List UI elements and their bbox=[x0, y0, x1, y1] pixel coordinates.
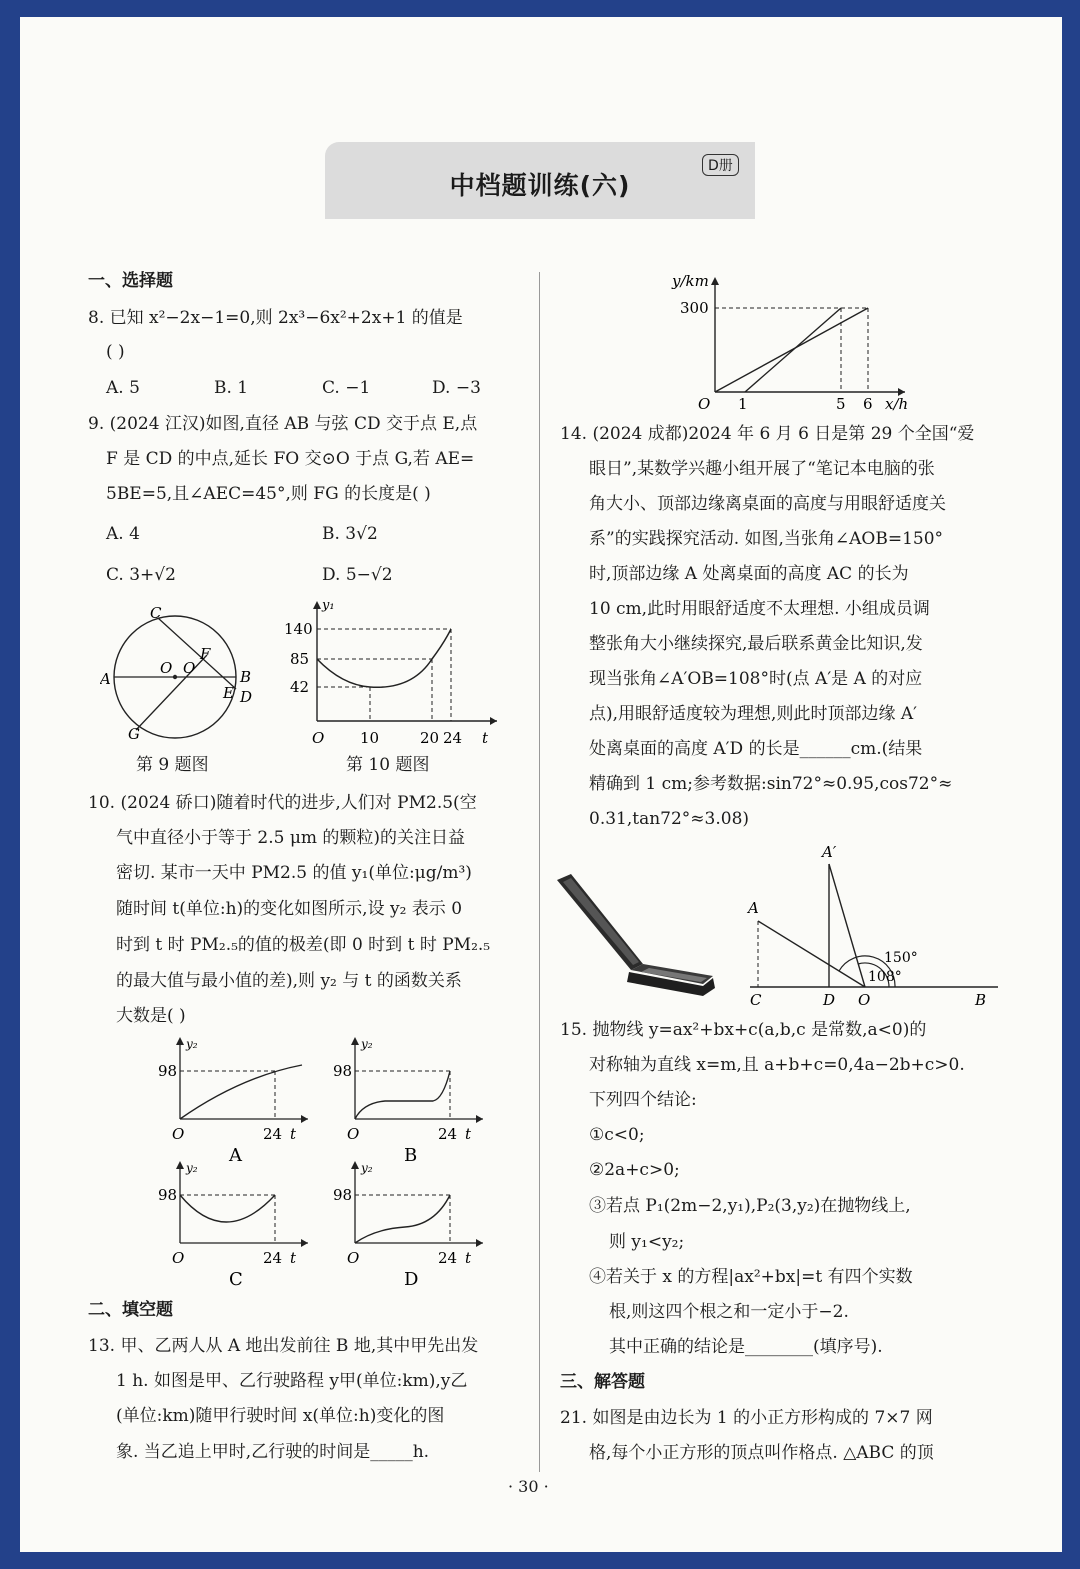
q14-line10: 处离桌面的高度 A′D 的长是______cm.(结果 bbox=[589, 739, 923, 759]
page-number: · 30 · bbox=[508, 1477, 549, 1496]
q13-line2: 1 h. 如图是甲、乙行驶路程 y甲(单位:km),y乙 bbox=[116, 1371, 468, 1391]
q10-graph-b bbox=[325, 1035, 495, 1165]
angle-108: 108° bbox=[868, 969, 902, 985]
label-d: D bbox=[823, 991, 836, 1009]
fig10-graph bbox=[282, 595, 502, 755]
svg-text:t: t bbox=[290, 1249, 297, 1267]
q15-line4: ①c<0; bbox=[589, 1125, 645, 1145]
fig13-y300: 300 bbox=[680, 299, 709, 317]
q14-line12: 0.31,tan72°≈3.08) bbox=[589, 809, 750, 829]
q9-option-c: C. 3+√2 bbox=[106, 565, 176, 585]
label-a: A bbox=[748, 899, 759, 917]
graph-d-label: D bbox=[404, 1269, 419, 1289]
angle-150: 150° bbox=[884, 950, 918, 966]
graph-c-label: C bbox=[229, 1269, 243, 1289]
svg-text:98: 98 bbox=[333, 1186, 353, 1204]
q21-line2: 格,每个小正方形的顶点叫作格点. △ABC 的顶 bbox=[589, 1443, 934, 1463]
svg-text:O: O bbox=[172, 1249, 185, 1267]
svg-text:O: O bbox=[347, 1249, 360, 1267]
laptop-illustration bbox=[553, 872, 723, 997]
svg-text:5: 5 bbox=[836, 395, 846, 412]
q13-line1: 13. 甲、乙两人从 A 地出发前往 B 地,其中甲先出发 bbox=[88, 1336, 479, 1356]
svg-text:98: 98 bbox=[158, 1186, 178, 1204]
svg-text:O: O bbox=[172, 1125, 185, 1143]
q13-line4: 象. 当乙追上甲时,乙行驶的时间是_____h. bbox=[116, 1442, 430, 1462]
q14-line6: 10 cm,此时用眼舒适度不太理想. 小组成员调 bbox=[589, 599, 930, 619]
volume-badge: D册 bbox=[702, 154, 739, 176]
q9-option-b: B. 3√2 bbox=[322, 524, 378, 544]
svg-text:t: t bbox=[465, 1125, 472, 1143]
svg-text:24: 24 bbox=[263, 1249, 283, 1267]
q10-line5: 时到 t 时 PM₂.₅的值的极差(即 0 时到 t 时 PM₂.₅ bbox=[116, 935, 491, 955]
page-title: 中档题训练(六) bbox=[449, 171, 631, 200]
svg-text:y₂: y₂ bbox=[186, 1037, 198, 1051]
q15-line5: ②2a+c>0; bbox=[589, 1160, 680, 1180]
svg-text:t: t bbox=[290, 1125, 297, 1143]
q14-line8: 现当张角∠A′OB=108°时(点 A′是 A 的对应 bbox=[589, 669, 923, 689]
q10-line1: 10. (2024 硚口)随着时代的进步,人们对 PM2.5(空 bbox=[88, 793, 477, 813]
q10-line4: 随时间 t(单位:h)的变化如图所示,设 y₂ 表示 0 bbox=[116, 899, 463, 919]
svg-text:24: 24 bbox=[438, 1125, 458, 1143]
fig10-origin: O bbox=[312, 729, 325, 747]
q8-line2: ( ) bbox=[106, 342, 125, 362]
fig13-ylabel: y/km bbox=[672, 272, 709, 290]
q8-option-b: B. 1 bbox=[214, 378, 249, 398]
fig10-ytick-140: 140 bbox=[284, 620, 313, 638]
q8-option-d: D. −3 bbox=[432, 378, 481, 398]
q14-line3: 角大小、顶部边缘离桌面的高度与用眼舒适度关 bbox=[589, 494, 946, 514]
svg-text:y₂: y₂ bbox=[361, 1037, 373, 1051]
svg-text:t: t bbox=[465, 1249, 472, 1267]
fig9-circle-diagram bbox=[100, 602, 280, 742]
label-o: O bbox=[858, 991, 871, 1009]
svg-text:E: E bbox=[223, 684, 234, 702]
q8-line1: 8. 已知 x²−2x−1=0,则 2x³−6x²+2x+1 的值是 bbox=[88, 308, 463, 328]
label-a-prime: A′ bbox=[822, 843, 837, 861]
fig14-angle-diagram bbox=[740, 839, 1010, 1009]
svg-text:B: B bbox=[240, 668, 252, 686]
svg-text:D: D bbox=[240, 688, 253, 706]
q8-option-a: A. 5 bbox=[106, 378, 140, 398]
q15-line6: ③若点 P₁(2m−2,y₁),P₂(3,y₂)在抛物线上, bbox=[589, 1196, 911, 1216]
graph-a-label: A bbox=[229, 1145, 242, 1165]
q10-line3: 密切. 某市一天中 PM2.5 的值 y₁(单位:μg/m³) bbox=[116, 863, 472, 883]
fig10-ytick-85: 85 bbox=[290, 650, 310, 668]
svg-text:y₂: y₂ bbox=[361, 1161, 373, 1175]
svg-text:O: O bbox=[698, 395, 711, 412]
q10-graph-a bbox=[150, 1035, 320, 1165]
label-c-14: C bbox=[750, 991, 762, 1009]
label-o-9: O bbox=[160, 659, 173, 677]
title-banner bbox=[325, 142, 755, 219]
q15-line3: 下列四个结论: bbox=[589, 1090, 697, 1110]
svg-text:6: 6 bbox=[863, 395, 873, 412]
fig10-ylabel: y₁ bbox=[322, 598, 335, 613]
fig13-graph bbox=[660, 267, 930, 412]
q14-line5: 时,顶部边缘 A 处离桌面的高度 AC 的长为 bbox=[589, 564, 909, 584]
q9-line3: 5BE=5,且∠AEC=45°,则 FG 的长度是( ) bbox=[106, 484, 431, 504]
fig9-caption: 第 9 题图 bbox=[136, 755, 209, 775]
fig10-xtick-20: 20 bbox=[420, 729, 440, 747]
svg-text:24: 24 bbox=[263, 1125, 283, 1143]
q14-line7: 整张角大小继续探究,最后联系黄金比知识,发 bbox=[589, 634, 923, 654]
svg-text:F: F bbox=[200, 645, 211, 663]
svg-text:O: O bbox=[183, 659, 196, 677]
q8-option-c: C. −1 bbox=[322, 378, 371, 398]
graph-b-label: B bbox=[404, 1145, 418, 1165]
q10-line6: 的最大值与最小值的差),则 y₂ 与 t 的函数关系 bbox=[116, 971, 462, 991]
fig10-ytick-42: 42 bbox=[290, 678, 310, 696]
svg-text:24: 24 bbox=[438, 1249, 458, 1267]
q15-line1: 15. 抛物线 y=ax²+bx+c(a,b,c 是常数,a<0)的 bbox=[560, 1020, 927, 1040]
q21-line1: 21. 如图是由边长为 1 的小正方形构成的 7×7 网 bbox=[560, 1408, 933, 1428]
q15-line10: 其中正确的结论是________(填序号). bbox=[609, 1337, 883, 1357]
svg-text:y₂: y₂ bbox=[186, 1161, 198, 1175]
fig10-xlabel: t bbox=[482, 729, 489, 747]
q14-line1: 14. (2024 成都)2024 年 6 月 6 日是第 29 个全国“爱 bbox=[560, 424, 975, 444]
q14-line11: 精确到 1 cm;参考数据:sin72°≈0.95,cos72°≈ bbox=[589, 774, 953, 794]
q15-line9: 根,则这四个根之和一定小于−2. bbox=[609, 1302, 849, 1322]
q14-line4: 系”的实践探究活动. 如图,当张角∠AOB=150° bbox=[589, 529, 944, 549]
svg-text:98: 98 bbox=[158, 1062, 178, 1080]
q15-line7: 则 y₁<y₂; bbox=[609, 1232, 685, 1252]
q10-line2: 气中直径小于等于 2.5 μm 的颗粒)的关注日益 bbox=[116, 828, 466, 848]
section-fill: 二、填空题 bbox=[88, 1300, 173, 1320]
svg-text:O: O bbox=[347, 1125, 360, 1143]
q14-line9: 点),用眼舒适度较为理想,则此时顶部边缘 A′ bbox=[589, 704, 917, 724]
fig10-caption: 第 10 题图 bbox=[346, 755, 430, 775]
q10-graph-d bbox=[325, 1159, 495, 1289]
svg-text:98: 98 bbox=[333, 1062, 353, 1080]
q9-line1: 9. (2024 江汉)如图,直径 AB 与弦 CD 交于点 E,点 bbox=[88, 414, 478, 434]
fig10-xtick-24: 24 bbox=[443, 729, 463, 747]
section-choice: 一、选择题 bbox=[88, 271, 173, 291]
column-divider bbox=[539, 272, 540, 1472]
q10-graph-c bbox=[150, 1159, 320, 1289]
q10-line7: 大数是( ) bbox=[116, 1006, 186, 1026]
fig13-xlabel: x/h bbox=[885, 395, 909, 412]
fig10-xtick-10: 10 bbox=[360, 729, 380, 747]
q13-line3: (单位:km)随甲行驶时间 x(单位:h)变化的图 bbox=[116, 1406, 445, 1426]
label-c: C bbox=[150, 604, 162, 622]
q14-line2: 眼日”,某数学兴趣小组开展了“笔记本电脑的张 bbox=[589, 459, 935, 479]
label-b: B bbox=[975, 991, 987, 1009]
svg-text:G: G bbox=[128, 725, 140, 742]
q9-option-d: D. 5−√2 bbox=[322, 565, 393, 585]
section-solve: 三、解答题 bbox=[560, 1372, 645, 1392]
q9-option-a: A. 4 bbox=[106, 524, 140, 544]
q15-line8: ④若关于 x 的方程|ax²+bx|=t 有四个实数 bbox=[589, 1267, 913, 1287]
svg-text:1: 1 bbox=[738, 395, 748, 412]
svg-text:A: A bbox=[100, 670, 111, 688]
page bbox=[20, 17, 1062, 1552]
q15-line2: 对称轴为直线 x=m,且 a+b+c=0,4a−2b+c>0. bbox=[589, 1055, 965, 1075]
q9-line2: F 是 CD 的中点,延长 FO 交⊙O 于点 G,若 AE= bbox=[106, 449, 475, 469]
